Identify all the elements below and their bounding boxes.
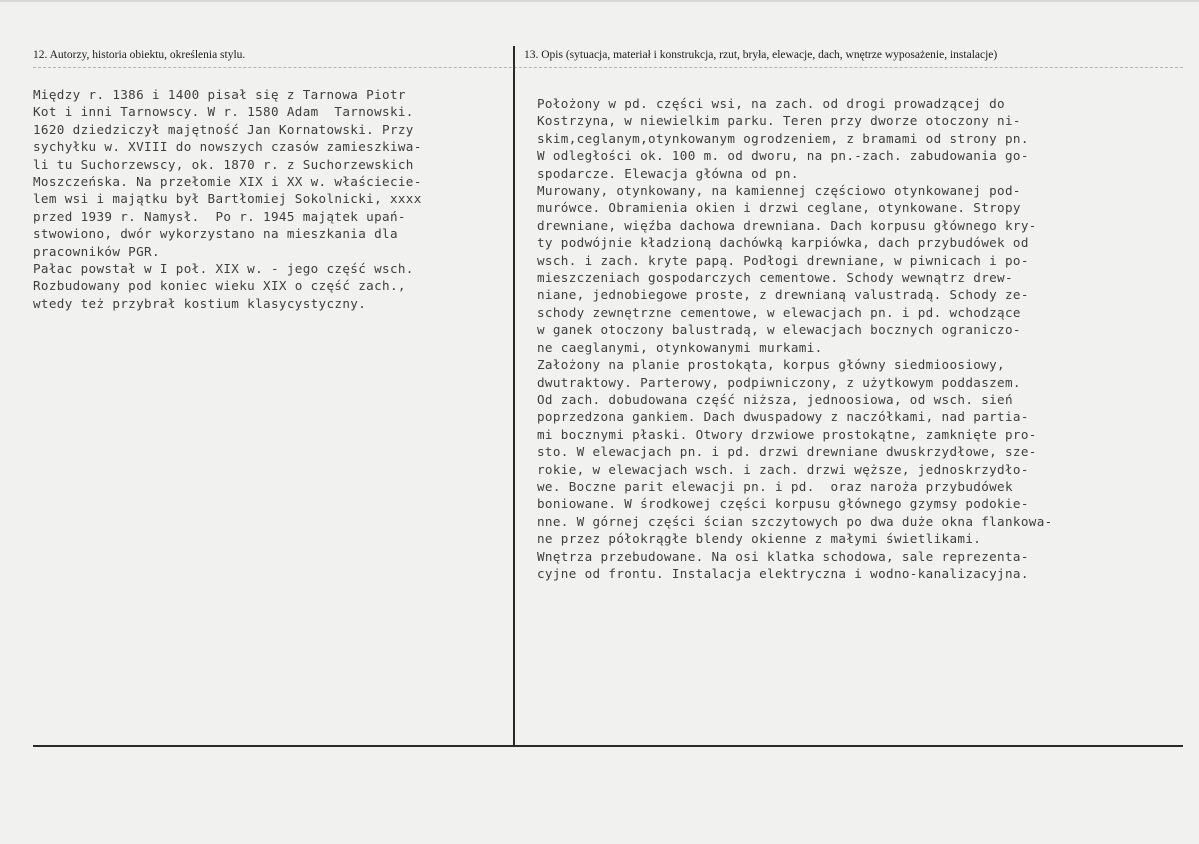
typed-line: skim,ceglanym,otynkowanym ogrodzeniem, z bramami od strony pn.	[537, 130, 1029, 146]
typed-line: Pałac powstał w I poł. XIX w. - jego część wsch.	[33, 261, 414, 277]
typed-line: ty podwójnie kładzioną dachówką karpiówka, dach przybudówek od	[537, 235, 1029, 251]
typed-line: sychyłku w. XVIII do nowszych czasów zamieszkiwa-	[33, 139, 422, 155]
history-typed-text	[33, 86, 422, 312]
typed-line: Kostrzyna, w niewielkim parku. Teren przy dworze otoczony ni-	[537, 113, 1021, 129]
typed-line: mi bocznymi płaski. Otwory drzwiowe prostokątne, zamknięte pro-	[537, 426, 1037, 442]
typed-line: murówce. Obramienia okien i drzwi ceglane, otynkowane. Stropy	[537, 200, 1021, 216]
typed-line: Rozbudowany pod koniec wieku XIX o część zach.,	[33, 278, 406, 294]
typed-line: nne. W górnej części ścian szczytowych po dwa duże okna flankowa-	[537, 513, 1053, 529]
typed-line: sto. W elewacjach pn. i pd. drzwi drewniane dwuskrzydłowe, sze-	[537, 444, 1037, 460]
typed-line: schody zewnętrzne cementowe, w elewacjach pn. i pd. wchodzące	[537, 304, 1021, 320]
header-separator-dashed	[33, 67, 1183, 68]
typed-line: Wnętrza przebudowane. Na osi klatka schodowa, sale reprezenta-	[537, 548, 1029, 564]
typed-line: W odległości ok. 100 m. od dworu, na pn.-zach. zabudowania go-	[537, 148, 1029, 164]
description-typed-text	[537, 95, 1053, 582]
typed-line: Założony na planie prostokąta, korpus główny siedmioosiowy,	[537, 357, 1005, 373]
typed-line: przed 1939 r. Namysł. Po r. 1945 majątek upań-	[33, 208, 406, 224]
typed-line: Między r. 1386 i 1400 pisał się z Tarnowa Piotr	[33, 87, 406, 102]
typed-line: stwowiono, dwór wykorzystano na mieszkania dla	[33, 226, 398, 242]
typed-line: lem wsi i majątku był Bartłomiej Sokolnicki, xxxx	[33, 191, 422, 207]
typed-line: Od zach. dobudowana część niższa, jednoosiowa, od wsch. sień	[537, 391, 1013, 407]
bottom-rule	[33, 745, 1183, 747]
typed-line: poprzedzona gankiem. Dach dwuspadowy z naczółkami, nad partia-	[537, 409, 1029, 425]
typed-line: ne przez półokrągłe blendy okienne z małymi świetlikami.	[537, 531, 982, 547]
column-divider	[513, 46, 515, 746]
typed-line: we. Boczne parit elewacji pn. i pd. oraz naroża przybudówek	[537, 478, 1013, 494]
typed-line: Kot i inni Tarnowscy. W r. 1580 Adam Tarnowski.	[33, 104, 414, 120]
typed-line: wsch. i zach. kryte papą. Podłogi drewniane, w piwnicach i po-	[537, 252, 1029, 268]
typed-line: w ganek otoczony balustradą, w elewacjach bocznych ograniczo-	[537, 322, 1021, 338]
section-13-header: 13. Opis (sytuacja, materiał i konstrukcja, rzut, bryła, elewacje, dach, wnętrze wyposażenie, instalacje)	[524, 49, 998, 61]
typed-line: dwutraktowy. Parterowy, podpiwniczony, z użytkowym poddaszem.	[537, 374, 1021, 390]
typed-line: ne caeglanymi, otynkowanymi murkami.	[537, 339, 823, 355]
section-12-header: 12. Autorzy, historia obiektu, określenia stylu.	[33, 49, 246, 61]
typed-line: 1620 dziedziczył majętność Jan Kornatowski. Przy	[33, 121, 414, 137]
typed-line: li tu Suchorzewscy, ok. 1870 r. z Suchorzewskich	[33, 156, 414, 172]
typed-line: spodarcze. Elewacja główna od pn.	[537, 165, 799, 181]
typed-line: Murowany, otynkowany, na kamiennej częściowo otynkowanej pod-	[537, 183, 1021, 199]
typed-line: Moszczeńska. Na przełomie XIX i XX w. właściecie-	[33, 174, 422, 190]
typed-line: Położony w pd. części wsi, na zach. od drogi prowadzącej do	[537, 96, 1005, 111]
typed-line: boniowane. W środkowej części korpusu głównego gzymsy podokie-	[537, 496, 1029, 512]
typed-line: pracowników PGR.	[33, 243, 160, 259]
typed-line: rokie, w elewacjach wsch. i zach. drzwi węższe, jednoskrzydło-	[537, 461, 1029, 477]
typed-line: niane, jednobiegowe proste, z drewnianą valustradą. Schody ze-	[537, 287, 1029, 303]
typed-line: drewniane, więźba dachowa drewniana. Dach korpusu głównego kry-	[537, 217, 1037, 233]
typed-line: mieszczeniach gospodarczych cementowe. Schody wewnątrz drew-	[537, 270, 1013, 286]
typed-line: cyjne od frontu. Instalacja elektryczna i wodno-kanalizacyjna.	[537, 565, 1029, 581]
typed-line: wtedy też przybrał kostium klasycystyczny.	[33, 295, 367, 311]
